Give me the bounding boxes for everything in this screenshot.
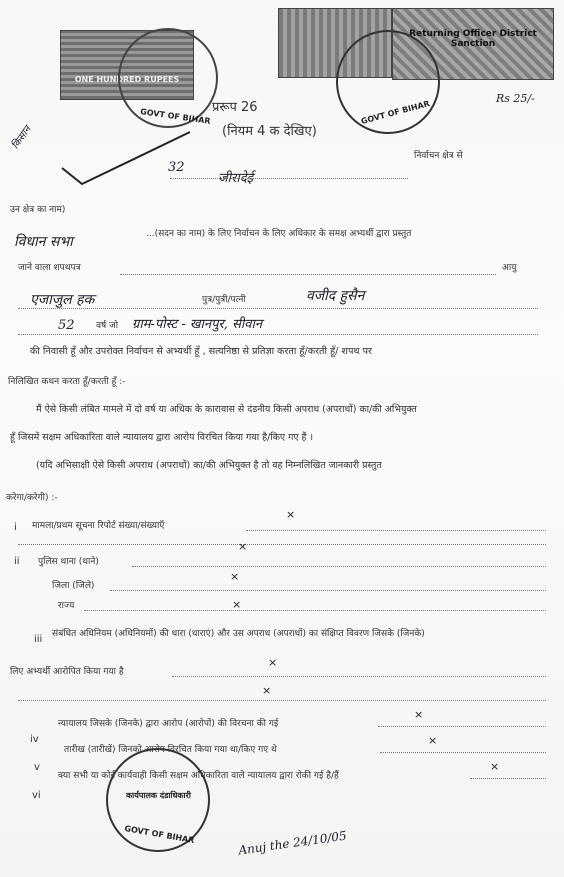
intro-line9: (यदि अभिसाक्षी ऐसे किसी अपराध (अपराधों) का/की अभियुक्त है तो वह निम्नलिखित जानकारी प्रस्तुत <box>36 460 382 471</box>
dotline-item-v <box>380 752 546 753</box>
intro-line6: निलिखित कथन करता हूँ/करती हूँ :- <box>8 377 126 387</box>
intro-line2-b: आयु <box>502 263 517 273</box>
hw-age: 52 <box>58 318 75 333</box>
intro-line8: हूँ जिसमें सक्षम अधिकारिता वाले न्यायालय द्वारा आरोप विरचित किया गया है/किए गए हैं । <box>10 432 314 443</box>
hw-number: 32 <box>168 160 185 175</box>
dotline-intro-3 <box>18 308 538 309</box>
dotline-intro-4 <box>18 334 538 335</box>
item-iv-value: × <box>414 708 424 721</box>
seal-text-top-left: GOVT OF BIHAR <box>139 107 212 126</box>
hw-house-name: विधान सभा <box>14 234 73 250</box>
stamp-text: ONE HUNDRED RUPEES <box>74 75 180 84</box>
intro-line5: की निवासी हूँ और उपरोक्त निर्वाचन से अभ्यर्थी हूँ , सत्यनिष्ठा से प्रतिज्ञा करता हूँ/करती हूँ/ शपथ पर <box>30 346 372 357</box>
item-iv-number: iv <box>30 734 39 745</box>
hw-constituency: जीरादेई <box>218 171 253 186</box>
district-label: जिला (जिले) <box>52 581 95 591</box>
dotline-item-vi <box>470 778 546 779</box>
dotline-item-ii <box>132 566 546 567</box>
margin-note: किसान <box>10 124 34 152</box>
item-iii-value-2: × <box>262 684 272 697</box>
constituency-label: निर्वाचन क्षेत्र से <box>414 151 463 161</box>
seal-bottom-text: GOVT OF BIHAR <box>123 823 196 846</box>
seal-text-top-right: GOVT OF BIHAR <box>360 98 431 127</box>
item-iii-number: iii <box>34 634 43 645</box>
dotline-district <box>110 590 546 591</box>
item-iii-label2: लिए अभ्यर्थी आरोपित किया गया है <box>10 667 124 677</box>
officer-stamp-text: Returning Officer District Sanction <box>409 29 537 49</box>
dotline-item-i-2 <box>18 544 546 545</box>
intro-line2-a: जाने वाला शपथपत्र <box>18 263 81 273</box>
item-ii-number: ii <box>14 556 20 567</box>
item-iii-value: × <box>268 656 278 669</box>
dotline-item-iii-2 <box>18 700 546 701</box>
item-ii-value: × <box>238 540 248 553</box>
item-v-value: × <box>428 734 438 747</box>
item-i-value: × <box>286 508 296 521</box>
form-title: प्ररूप 26 <box>212 100 258 115</box>
dotline-state <box>84 610 546 611</box>
item-vi-number: vi <box>32 790 41 801</box>
item-iv-label: न्यायालय जिसके (जिनके) द्वारा आरोप (आरोपों) की विरचना की गई <box>58 719 279 729</box>
dotline-item-i <box>246 530 546 531</box>
state-label: राज्य <box>58 601 75 611</box>
dotline-intro-2 <box>120 274 496 275</box>
item-ii-label: पुलिस थाना (थाने) <box>38 557 99 567</box>
intro-line1-a: उन क्षेत्र का नाम) <box>10 205 66 215</box>
hw-deponent-name: एजाजुल हक <box>30 292 95 308</box>
seal-bottom-inner: कार्यपालक दंडाधिकारी <box>126 791 191 800</box>
dotline-item-iii <box>172 676 546 677</box>
intro-line3-mid: पुत्र/पुत्री/पत्नी <box>202 295 246 305</box>
rule-reference: (नियम 4 क देखिए) <box>222 124 317 139</box>
hw-father-name: वजीद हुसैन <box>306 288 365 304</box>
item-i-label: मामला/प्रथम सूचना रिपोर्ट संख्या/संख्याएँ <box>32 521 165 531</box>
dotline-item-iv <box>378 726 546 727</box>
item-iii-label: संबंधित अधिनियम (अधिनियमों) की धारा (धाराएं) और उस अपराध (अपराधों) का संक्षिप्त विवरण जिसके (जिनके) <box>52 629 425 639</box>
dotline-constituency <box>170 178 408 179</box>
checkmark-icon <box>58 128 198 188</box>
item-v-number: v <box>34 762 40 773</box>
district-value: × <box>230 570 240 583</box>
signature: Anuj the 24/10/05 <box>237 828 348 858</box>
state-value: × <box>232 598 242 611</box>
item-v-label: तारीख (तारीखें) जिनको आरोप विरचित किया गया था/किए गए थे <box>64 745 277 755</box>
intro-line1-b: ...(सदन का नाम) के लिए निर्वाचन के लिए अधिकार के समक्ष अभ्यर्थी द्वारा प्रस्तुत <box>146 229 412 239</box>
item-vi-value: × <box>490 760 500 773</box>
hw-address: ग्राम-पोस्ट - खानपुर, सीवान <box>132 317 263 332</box>
revenue-mark: Rs 25/- <box>496 92 535 105</box>
item-vi-label: क्या सभी या कोई कार्यवाही किसी सक्षम अधिकारिता वाले न्यायालय द्वारा रोकी गई है/हैं <box>58 771 339 781</box>
intro-line7: मैं ऐसे किसी लंबित मामले में दो वर्ष या अधिक के कारावास से दंडनीय किसी अपराध (अपराधों) का/की अभियुक्त <box>36 404 417 415</box>
item-i-number: i <box>14 522 17 533</box>
intro-line4-mid: वर्ष जो <box>96 321 119 331</box>
intro-line10: करेगा/करेगी) :- <box>6 493 58 503</box>
